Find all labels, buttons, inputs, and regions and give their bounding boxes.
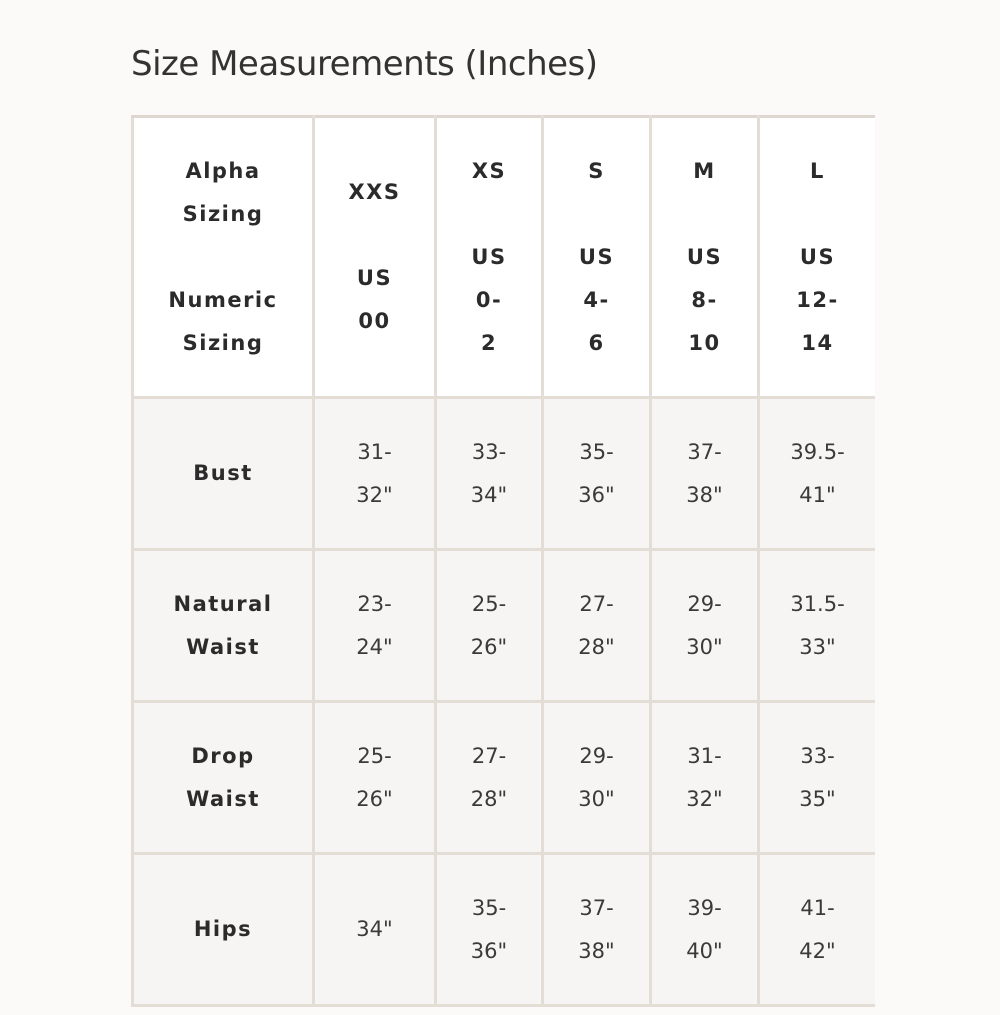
numeric-size-line3: 2 [480,331,498,355]
table-row-natural-waist [133,550,876,702]
row-label-bust: Bust [133,398,314,550]
alpha-size: M [693,159,716,183]
numeric-size-line2: 00 [358,309,391,333]
table-cell: 35- 36" [436,854,543,1006]
header-cell-m [651,117,759,398]
header-cell-xs [436,117,543,398]
table-row-drop-waist [133,702,876,854]
numeric-size-line2: 8- [691,288,718,312]
numeric-size-line2: 4- [583,288,610,312]
table-cell: 33- 34" [436,398,543,550]
numeric-size-line1: US [578,245,615,269]
table-row-bust [133,398,876,550]
table-cell: 29- 30" [543,702,651,854]
alpha-sizing-label-line1: Alpha [185,159,261,183]
table-cell: 37- 38" [543,854,651,1006]
table-cell: 31- 32" [651,702,759,854]
numeric-size-line2: 12- [796,288,839,312]
alpha-size: L [810,159,825,183]
size-chart-container [131,115,875,1015]
table-cell: 25- 26" [436,550,543,702]
row-label-natural-waist: Natural Waist [133,550,314,702]
table-cell: 23- 24" [314,550,436,702]
table-cell: 34" [314,854,436,1006]
size-chart-table [131,115,875,1007]
table-cell: 27- 28" [436,702,543,854]
numeric-size-line2: 0- [475,288,503,312]
header-cell-l [759,117,876,398]
row-label-drop-waist: Drop Waist [133,702,314,854]
row-label-hips: Hips [133,854,314,1006]
table-cell: 25- 26" [314,702,436,854]
numeric-size-line1: US [799,245,836,269]
alpha-size: XS [471,159,507,183]
table-cell: 27- 28" [543,550,651,702]
table-row-hips [133,854,876,1006]
table-cell: 41- 42" [759,854,876,1006]
numeric-size-line1: US [471,245,507,269]
header-cell-xxs [314,117,436,398]
header-cell-s [543,117,651,398]
numeric-size-line1: US [686,245,723,269]
table-cell: 29- 30" [651,550,759,702]
alpha-sizing-label-line2: Sizing [182,202,264,226]
table-header-row [133,117,876,398]
numeric-size-line3: 6 [588,331,605,355]
numeric-size-line1: US [356,266,393,290]
numeric-sizing-label-line2: Sizing [182,331,264,355]
numeric-size-line3: 10 [688,331,721,355]
page-title: Size Measurements (Inches) [131,44,598,84]
alpha-size: XXS [348,180,401,204]
header-corner-cell [133,117,314,398]
alpha-size: S [588,159,605,183]
table-cell: 35- 36" [543,398,651,550]
table-cell: 33- 35" [759,702,876,854]
table-cell: 31- 32" [314,398,436,550]
table-cell: 39.5- 41" [759,398,876,550]
table-cell: 31.5- 33" [759,550,876,702]
numeric-size-line3: 14 [801,331,834,355]
table-cell: 37- 38" [651,398,759,550]
table-cell: 39- 40" [651,854,759,1006]
numeric-sizing-label-line1: Numeric [168,288,278,312]
